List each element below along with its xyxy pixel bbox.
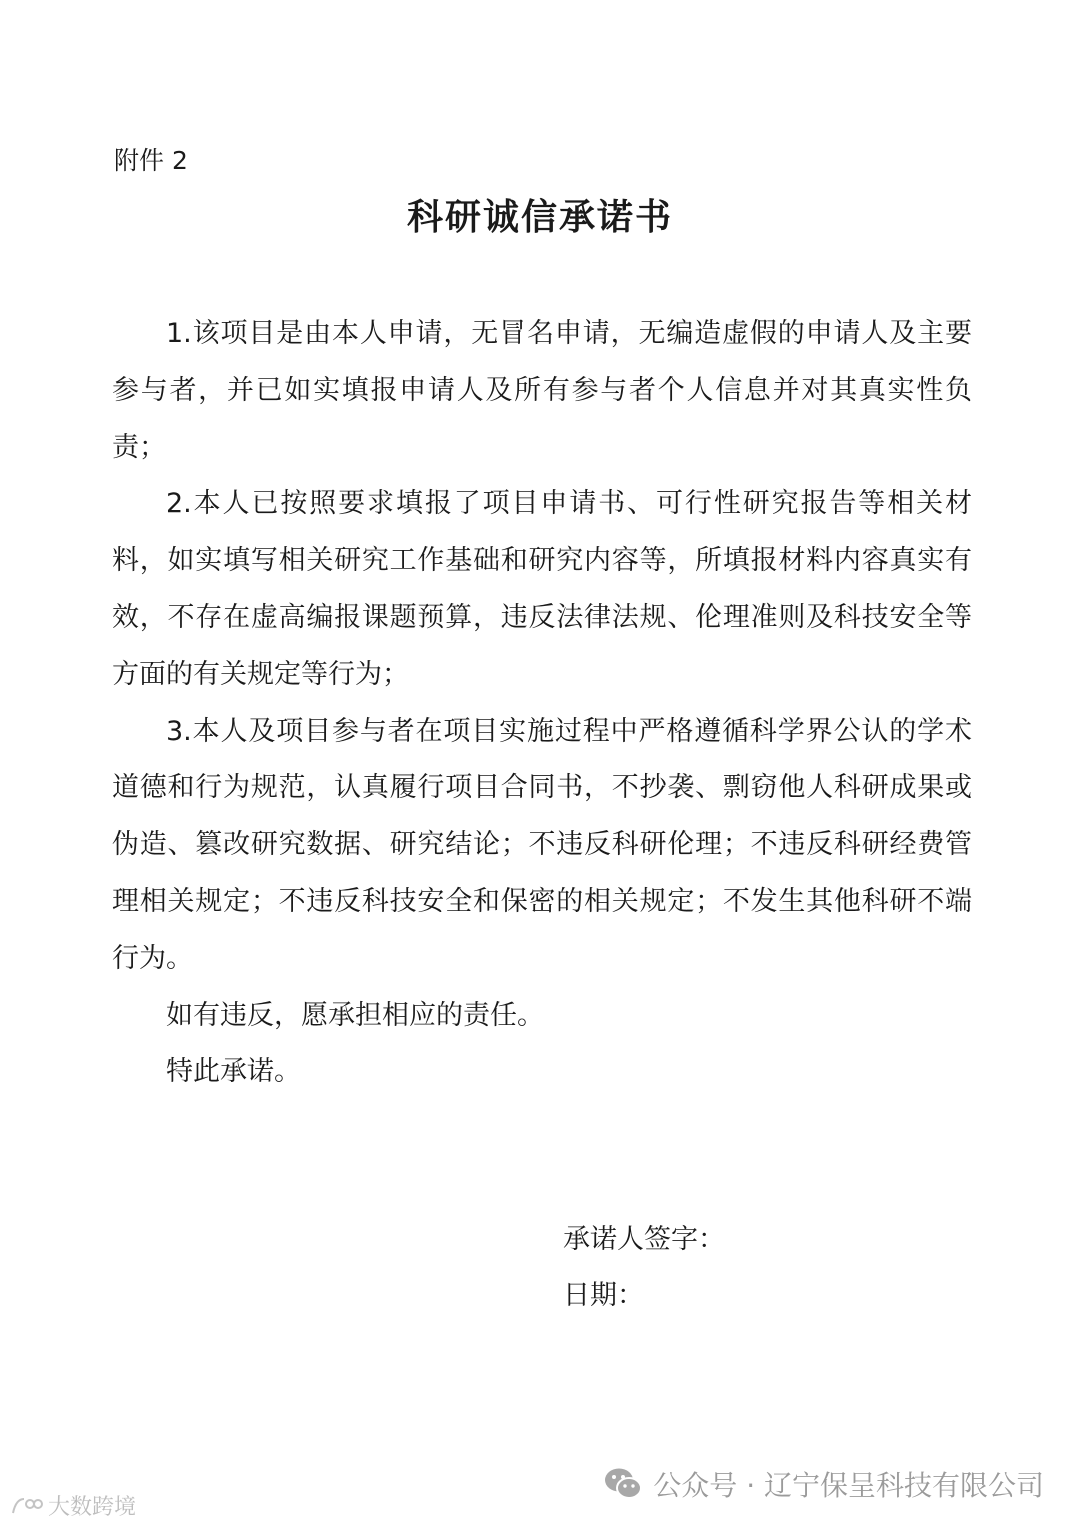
paragraph-3: 3.本人及项目参与者在项目实施过程中严格遵循科学界公认的学术道德和行为规范，认真履行项目合同书，不抄袭、剽窃他人科研成果或伪造、篡改研究数据、研究结论；不违反科研伦理；不违反科研经费管理相关规定；不违反科技安全和保密的相关规定；不发生其他科研不端行为。 [112, 715, 972, 974]
document-body [112, 306, 972, 1101]
watermark-text: 公众号 · 辽宁保呈科技有限公司 [653, 1469, 1044, 1502]
corner-text: 大数跨境 [48, 1495, 137, 1520]
paragraph-1: 1.该项目是由本人申请，无冒名申请，无编造虚假的申请人及主要参与者，并已如实填报申请人及所有参与者个人信息并对其真实性负责； [112, 318, 972, 463]
brand-logo-icon [10, 1495, 44, 1517]
document-title: 科研诚信承诺书 [406, 197, 673, 238]
wechat-watermark [603, 1464, 1044, 1504]
attachment-label: 附件 2 [114, 146, 188, 175]
paragraph-2: 2.本人已按照要求填报了项目申请书、可行性研究报告等相关材料，如实填写相关研究工作基础和研究内容等，所填报材料内容真实有效，不存在虚高编报课题预算，违反法律法规、伦理准则及科技安全等方面的有关规定等行为； [112, 488, 972, 690]
corner-watermark [10, 1490, 136, 1521]
paragraph-pledge: 特此承诺。 [166, 1056, 301, 1088]
wechat-icon [603, 1466, 643, 1502]
date-label: 日期： [563, 1280, 644, 1311]
signature-block [563, 1212, 725, 1324]
signer-label: 承诺人签字： [563, 1224, 725, 1255]
paragraph-violation: 如有违反，愿承担相应的责任。 [166, 999, 544, 1031]
